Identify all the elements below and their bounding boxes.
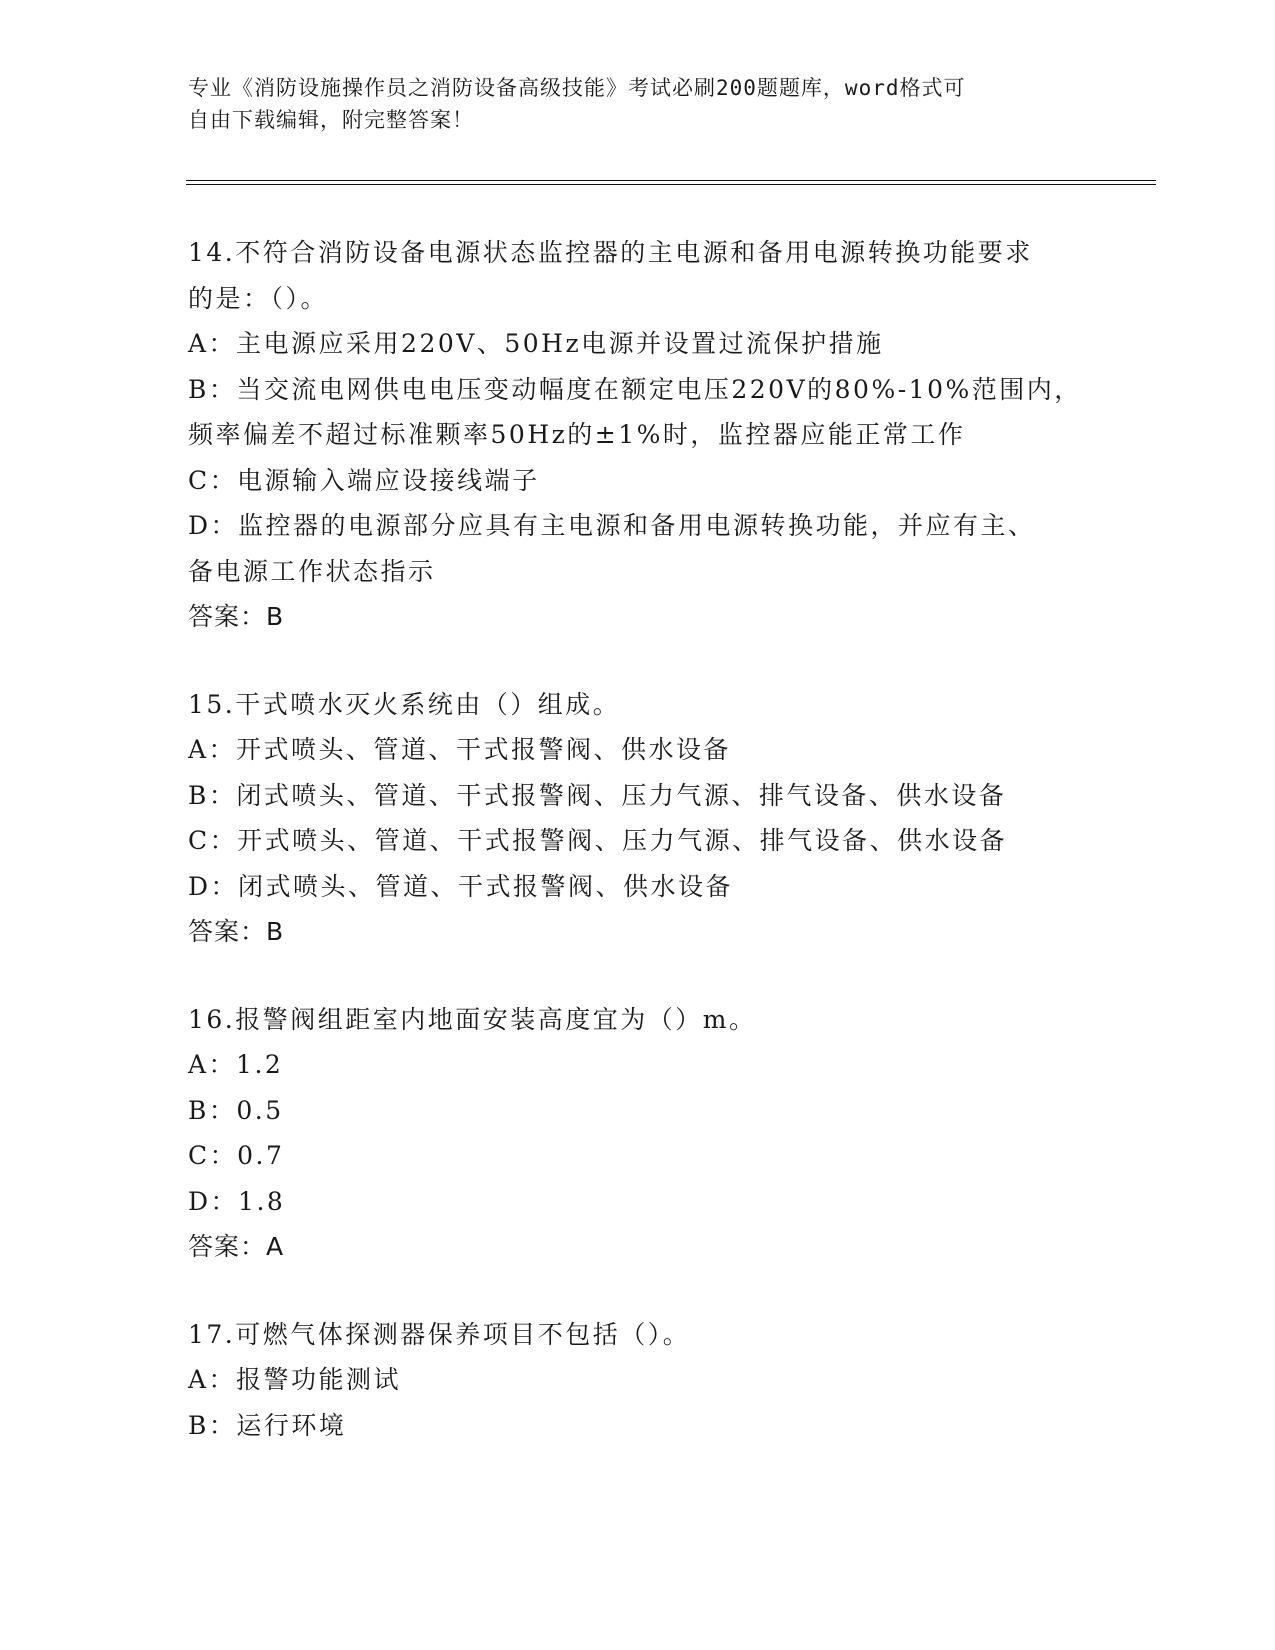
question-stem: 14.不符合消防设备电源状态监控器的主电源和备用电源转换功能要求 bbox=[188, 238, 1033, 267]
option-line: D：1.8 bbox=[188, 1186, 286, 1216]
option-line: C：0.7 bbox=[188, 1141, 285, 1170]
question-stem: 15.干式喷水灭火系统由（）组成。 bbox=[188, 689, 621, 719]
question-list bbox=[188, 230, 1088, 1490]
option-line: A：开式喷头、管道、干式报警阀、供水设备 bbox=[188, 735, 732, 764]
header-line-2: 自由下载编辑，附完整答案！ bbox=[188, 108, 474, 132]
option-line: 频率偏差不超过标准颗率50Hz的±1%时，监控器应能正常工作 bbox=[188, 420, 966, 449]
option-line: A：1.2 bbox=[188, 1050, 284, 1079]
option-line: D：闭式喷头、管道、干式报警阀、供水设备 bbox=[188, 871, 734, 901]
header-line-1: 专业《消防设施操作员之消防设备高级技能》考试必刷200题题库，word格式可 bbox=[188, 76, 966, 100]
option-line: B：闭式喷头、管道、干式报警阀、压力气源、排气设备、供水设备 bbox=[188, 780, 1007, 810]
question-17 bbox=[188, 1312, 1088, 1449]
question-15 bbox=[188, 682, 1088, 955]
option-line: C：电源输入端应设接线端子 bbox=[188, 465, 540, 495]
option-line: B：0.5 bbox=[188, 1095, 284, 1125]
answer-line: 答案：B bbox=[188, 917, 285, 946]
option-line: D：监控器的电源部分应具有主电源和备用电源转换功能，并应有主、 bbox=[188, 511, 1036, 540]
question-stem: 的是：（）。 bbox=[188, 283, 329, 313]
answer-line: 答案：B bbox=[188, 602, 285, 631]
option-line: B：当交流电网供电电压变动幅度在额定电压220V的80%-10%范围内， bbox=[188, 374, 1082, 404]
answer-line: 答案：A bbox=[188, 1232, 285, 1261]
question-stem: 16.报警阀组距室内地面安装高度宜为（）m。 bbox=[188, 1004, 757, 1034]
header-divider-bottom bbox=[186, 184, 1156, 185]
question-14 bbox=[188, 230, 1088, 640]
question-stem: 17.可燃气体探测器保养项目不包括（）。 bbox=[188, 1319, 691, 1349]
option-line: A：主电源应采用220V、50Hz电源并设置过流保护措施 bbox=[188, 329, 884, 358]
option-line: A：报警功能测试 bbox=[188, 1365, 402, 1394]
header-divider-top bbox=[186, 180, 1156, 181]
question-16 bbox=[188, 997, 1088, 1270]
option-line: B：运行环境 bbox=[188, 1410, 347, 1440]
option-line: 备电源工作状态指示 bbox=[188, 556, 436, 586]
document-header bbox=[188, 72, 1068, 136]
option-line: C：开式喷头、管道、干式报警阀、压力气源、排气设备、供水设备 bbox=[188, 826, 1008, 855]
